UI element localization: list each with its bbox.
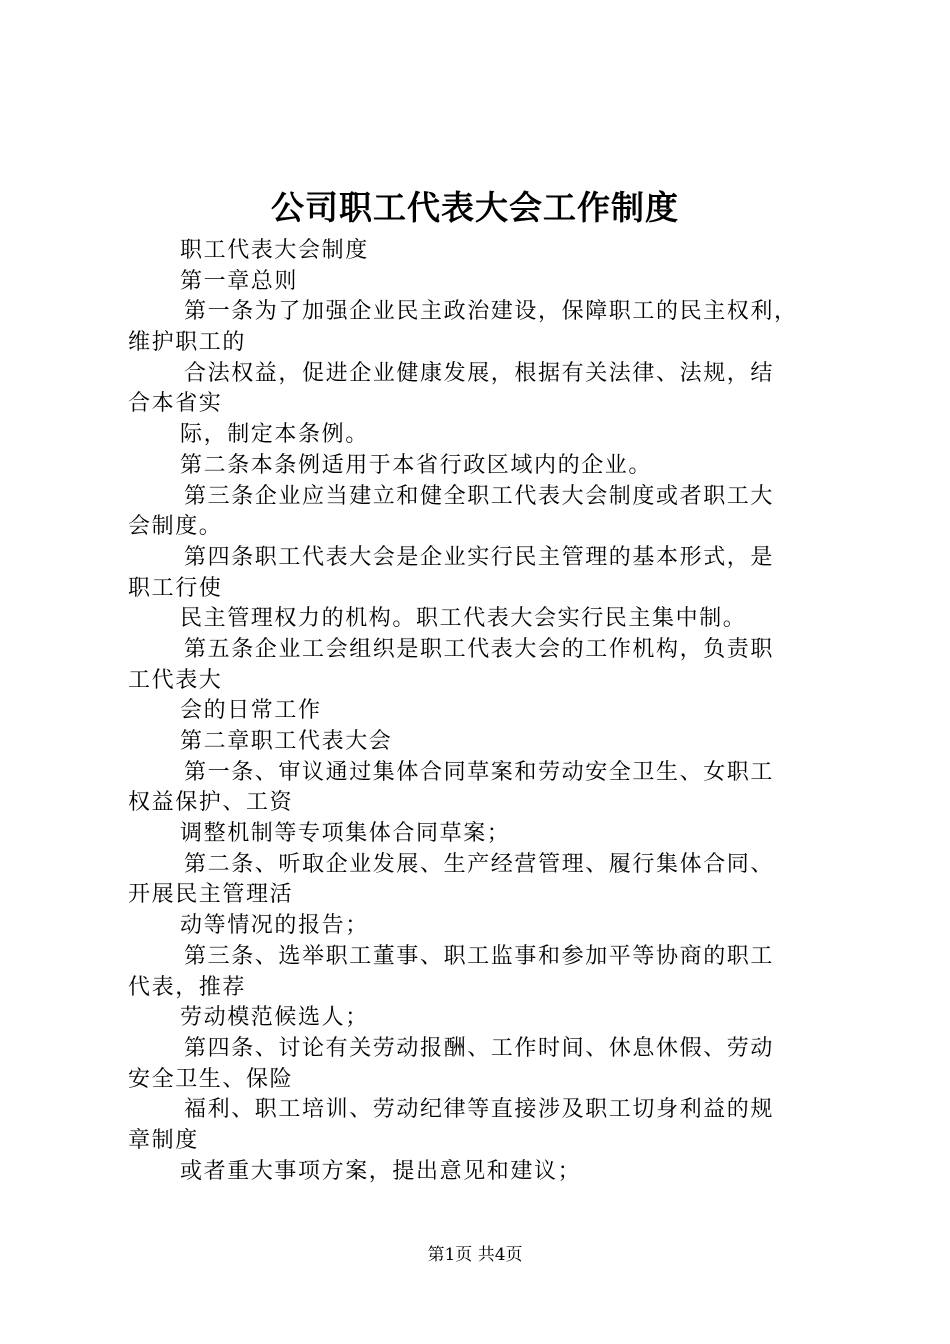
page-number: 第1页 共4页 xyxy=(427,1245,523,1265)
text-line: 安全卫生、保险 xyxy=(128,1066,294,1092)
text-line: 合本省实 xyxy=(128,391,223,417)
document-body xyxy=(128,236,838,1187)
text-line: 第五条企业工会组织是职工代表大会的工作机构，负责职 xyxy=(184,636,775,662)
text-line: 第一条为了加强企业民主政治建设，保障职工的民主权利， xyxy=(184,299,798,325)
text-line: 工代表大 xyxy=(128,667,223,693)
text-line: 民主管理权力的机构。职工代表大会实行民主集中制。 xyxy=(180,606,747,632)
text-line: 代表，推荐 xyxy=(128,974,247,1000)
text-line: 第三条企业应当建立和健全职工代表大会制度或者职工大 xyxy=(184,483,775,509)
text-line: 或者重大事项方案，提出意见和建议； xyxy=(180,1158,582,1184)
text-line: 第四条职工代表大会是企业实行民主管理的基本形式，是 xyxy=(184,544,775,570)
text-line: 第一条、审议通过集体合同草案和劳动安全卫生、女职工 xyxy=(184,759,775,785)
text-line: 劳动模范候选人； xyxy=(180,1005,369,1031)
text-line: 动等情况的报告； xyxy=(180,913,369,939)
text-line: 第三条、选举职工董事、职工监事和参加平等协商的职工 xyxy=(184,943,775,969)
text-line: 章制度 xyxy=(128,1127,199,1153)
text-line: 会的日常工作 xyxy=(180,698,322,724)
text-line: 福利、职工培训、劳动纪律等直接涉及职工切身利益的规 xyxy=(184,1097,775,1123)
text-line: 职工代表大会制度 xyxy=(180,238,369,263)
text-line: 第二章职工代表大会 xyxy=(180,729,393,754)
text-line: 际，制定本条例。 xyxy=(180,422,369,448)
text-line: 第一章总则 xyxy=(180,268,299,294)
text-line: 会制度。 xyxy=(128,514,223,540)
text-line: 合法权益，促进企业健康发展，根据有关法律、法规，结 xyxy=(184,360,775,386)
text-line: 权益保护、工资 xyxy=(128,790,294,816)
text-line: 第四条、讨论有关劳动报酬、工作时间、休息休假、劳动 xyxy=(184,1035,775,1061)
text-line: 维护职工的 xyxy=(128,330,247,356)
text-line: 第二条、听取企业发展、生产经营管理、履行集体合同、 xyxy=(184,851,775,877)
text-line: 开展民主管理活 xyxy=(128,882,294,908)
text-line: 第二条本条例适用于本省行政区域内的企业。 xyxy=(180,452,653,478)
document-title: 公司职工代表大会工作制度 xyxy=(271,188,679,227)
text-line: 职工行使 xyxy=(128,575,223,601)
text-line: 调整机制等专项集体合同草案； xyxy=(180,821,511,847)
